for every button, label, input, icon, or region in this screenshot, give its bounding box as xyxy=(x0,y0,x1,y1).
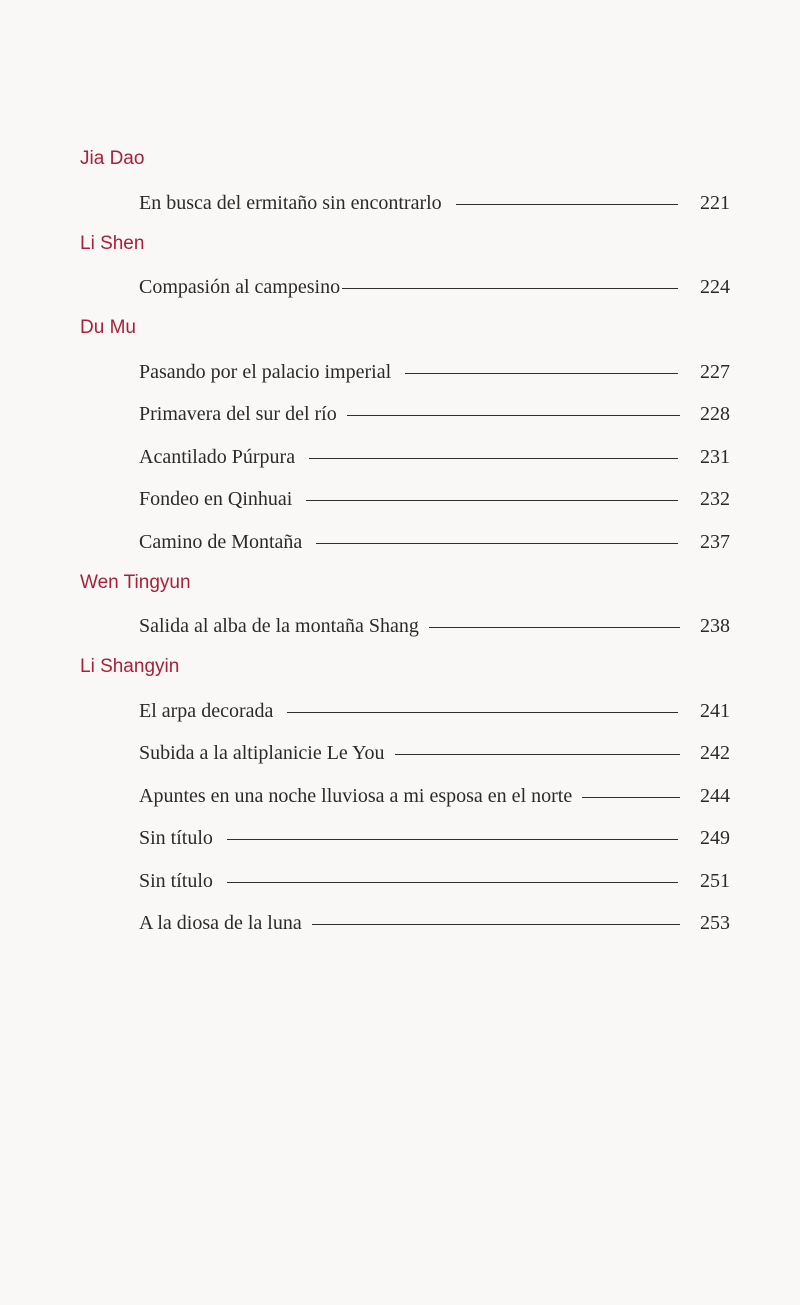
toc-entry[interactable] xyxy=(139,521,730,564)
page-number: 249 xyxy=(700,827,730,850)
dot-leader xyxy=(582,797,680,798)
page-number: 232 xyxy=(700,488,730,511)
page-number: 253 xyxy=(700,912,730,935)
poem-title: Primavera del sur del río xyxy=(139,403,337,426)
dot-leader xyxy=(227,882,678,883)
page-number: 227 xyxy=(700,360,730,383)
toc-entry[interactable] xyxy=(139,775,730,818)
page-number: 251 xyxy=(700,869,730,892)
toc-entry[interactable] xyxy=(139,903,730,946)
poem-title: Subida a la altiplanicie Le You xyxy=(139,742,385,765)
author-heading: Du Mu xyxy=(80,317,136,338)
toc-entry[interactable] xyxy=(139,436,730,479)
dot-leader xyxy=(347,415,680,416)
poem-title: A la diosa de la luna xyxy=(139,912,302,935)
toc-entry[interactable] xyxy=(139,818,730,861)
toc-entry[interactable] xyxy=(139,182,730,225)
page-number: 228 xyxy=(700,403,730,426)
dot-leader xyxy=(312,924,680,925)
page-number: 238 xyxy=(700,615,730,638)
toc-entry[interactable] xyxy=(139,606,730,649)
poem-title: Pasando por el palacio imperial xyxy=(139,360,392,383)
poem-title: Fondeo en Qinhuai xyxy=(139,488,293,511)
toc-entry[interactable] xyxy=(139,479,730,522)
page-number: 242 xyxy=(700,742,730,765)
page-number: 244 xyxy=(700,784,730,807)
author-heading: Wen Tingyun xyxy=(80,571,191,593)
poem-title: Sin título xyxy=(139,827,213,850)
dot-leader xyxy=(395,754,680,755)
dot-leader xyxy=(429,627,680,628)
page-number: 224 xyxy=(700,276,730,299)
toc-entry[interactable] xyxy=(139,267,730,310)
author-heading: Li Shen xyxy=(80,232,145,254)
toc-entry[interactable] xyxy=(139,733,730,776)
author-heading: Jia Dao xyxy=(80,148,145,169)
dot-leader xyxy=(287,712,678,713)
dot-leader xyxy=(456,204,678,205)
table-of-contents xyxy=(80,140,730,945)
page-number: 237 xyxy=(700,530,730,553)
poem-title: Apuntes en una noche lluviosa a mi esposa en el norte xyxy=(139,784,573,807)
dot-leader xyxy=(309,458,678,459)
dot-leader xyxy=(227,839,678,840)
poem-title: Compasión al campesino xyxy=(139,276,341,299)
page-number: 231 xyxy=(700,445,730,468)
author-heading: Li Shangyin xyxy=(80,656,180,677)
poem-title: Camino de Montaña xyxy=(139,530,303,553)
poem-title: Acantilado Púrpura xyxy=(139,445,296,468)
toc-entry[interactable] xyxy=(139,351,730,394)
poem-title: El arpa decorada xyxy=(139,699,274,722)
page-number: 241 xyxy=(700,699,730,722)
dot-leader xyxy=(342,288,678,289)
toc-entry[interactable] xyxy=(139,860,730,903)
dot-leader xyxy=(405,373,678,374)
poem-title: En busca del ermitaño sin encontrarlo xyxy=(139,191,442,214)
dot-leader xyxy=(306,500,678,501)
poem-title: Sin título xyxy=(139,869,213,892)
toc-entry[interactable] xyxy=(139,690,730,733)
dot-leader xyxy=(316,543,678,544)
toc-entry[interactable] xyxy=(139,394,730,437)
poem-title: Salida al alba de la montaña Shang xyxy=(139,615,419,638)
page-number: 221 xyxy=(700,191,730,214)
